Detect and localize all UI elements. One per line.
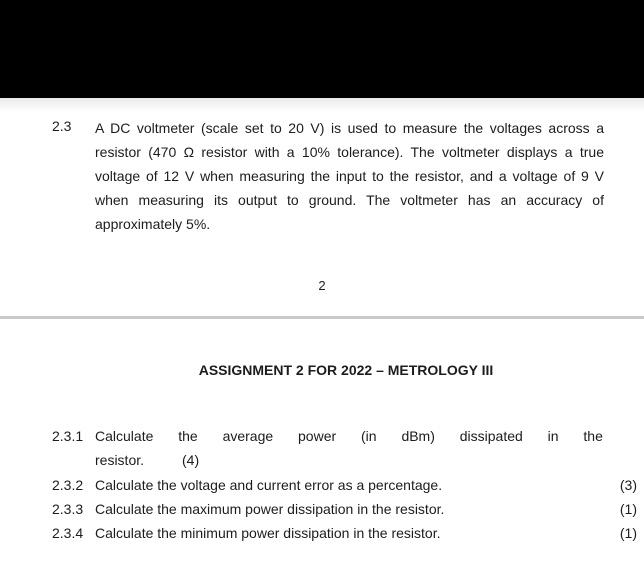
marks: (3): [619, 477, 637, 493]
subquestion-text: [95, 428, 603, 444]
marks: (1): [619, 525, 637, 541]
subquestion-text: Calculate the maximum power dissipation in the resistor.: [95, 501, 445, 517]
subquestion-text-continued: resistor.: [95, 452, 145, 468]
question-text: A DC voltmeter (scale set to 20 V) is used to measure the voltages across a resistor (470 Ω resistor with a 10% tolerance). The voltmeter displays a true voltage of 12 V when measuring the input to the resistor, and a voltage of 9 V when measuring its output to ground. The voltmeter has an accuracy of approximately 5%.: [95, 120, 604, 232]
black-header-bar: [0, 0, 644, 98]
word: the: [178, 428, 198, 444]
assignment-title: ASSIGNMENT 2 FOR 2022 – METROLOGY III: [198, 362, 494, 378]
subquestion-text: Calculate the voltage and current error as a percentage.: [95, 477, 443, 493]
marks: (1): [619, 501, 637, 517]
subquestion-text: Calculate the minimum power dissipation in the resistor.: [95, 525, 441, 541]
question-number: 2.3: [52, 118, 72, 134]
subquestion-number: 2.3.3: [52, 501, 84, 517]
continuation-line: [95, 452, 199, 468]
word: dissipated: [459, 428, 523, 444]
word: Calculate: [95, 428, 154, 444]
word: average: [222, 428, 274, 444]
subquestion-number: 2.3.4: [52, 525, 84, 541]
page-number: 2: [318, 278, 326, 293]
word: in: [547, 428, 559, 444]
word: (in: [361, 428, 377, 444]
word: dBm): [401, 428, 435, 444]
marks: (4): [182, 452, 200, 468]
word: power: [298, 428, 337, 444]
subquestion-number: 2.3.2: [52, 477, 84, 493]
justified-line: [95, 428, 603, 444]
subquestion-number: 2.3.1: [52, 428, 84, 444]
word: the: [583, 428, 603, 444]
